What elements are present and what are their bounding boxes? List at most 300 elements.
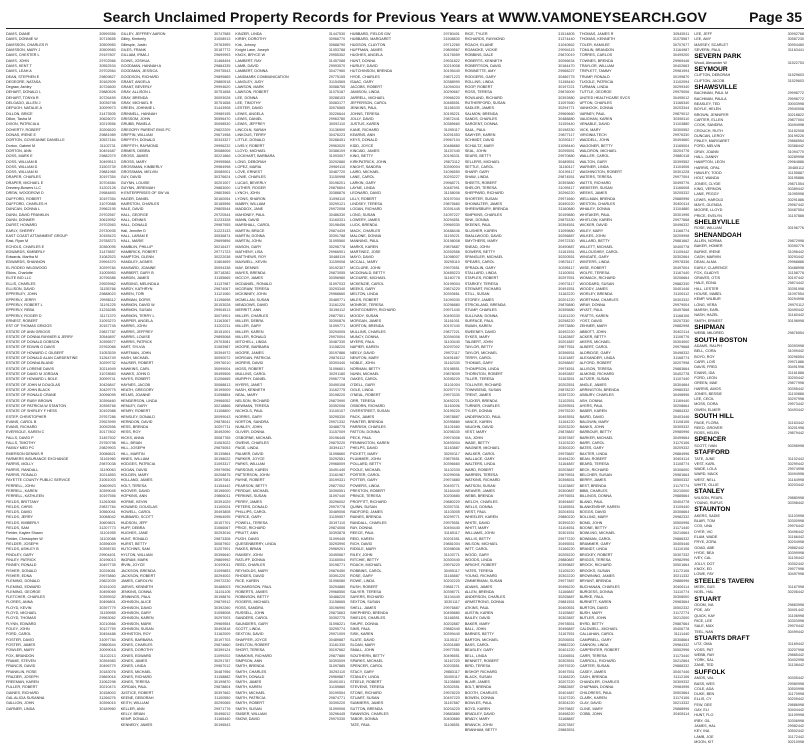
owner-name: GUY, DAVID <box>120 175 142 180</box>
owner-name: HUDSON, JEFF <box>120 520 148 525</box>
owner-name: BURKE, PAUL <box>579 595 604 600</box>
property-id: 29720544 <box>214 212 231 217</box>
owner-name: BLAIR, JAMES <box>464 680 490 685</box>
owner-name: ELITE BIO LLC <box>6 276 32 281</box>
owner-name: NEWTON, MARY <box>350 356 380 361</box>
property-id: 29975006 <box>672 90 690 95</box>
owner-name: NASH, HAZEL <box>694 313 719 318</box>
property-id: 30497004 <box>672 265 690 270</box>
owner-name: WAGNER, MICHAEL <box>464 446 500 451</box>
owner-name: AMOS, VAL <box>694 676 714 681</box>
property-id: 30395880 <box>558 308 575 313</box>
property-id: 30488119 <box>329 255 346 260</box>
property-id: 30302220 <box>558 573 575 578</box>
owner-name: EVANS, CAROL B <box>6 419 37 424</box>
owner-name: EVANS, IDA <box>694 370 715 375</box>
owner-name: BAILEY, DAVID <box>464 616 491 621</box>
owner-name: SWANSON, CHARLES <box>350 712 389 716</box>
owner-name: FALLS, TIMOTHY <box>6 441 36 446</box>
owner-name: BLANKENSHIP, KAREN <box>579 504 620 509</box>
property-id: 30210998 <box>787 739 804 744</box>
owner-name: HARTMAN, JOHN <box>120 350 151 355</box>
owner-name: BELCHER, SUSAN <box>579 472 612 477</box>
property-id: 30199009 <box>214 387 231 392</box>
property-id: 30393878 <box>328 531 346 536</box>
property-id: 29788373 <box>99 239 116 244</box>
owner-name: SOUTHERN, BETTY <box>350 653 385 658</box>
owner-name: HARDING, MELINDA A <box>120 281 160 286</box>
owner-name: WILLARD, BETTY <box>579 239 610 244</box>
owner-name: KING, VERNON <box>694 186 722 191</box>
owner-name: DAVIS, JOHN <box>6 58 29 63</box>
owner-name: Fielder, Kaylee Shawn <box>6 531 43 536</box>
property-id: 30305332 <box>672 425 690 430</box>
owner-name: RICE, LEE <box>694 618 713 623</box>
property-id: 31108106 <box>673 419 690 424</box>
owner-name: MOSS, DORA <box>694 402 718 407</box>
property-id: 31161330 <box>329 642 346 647</box>
property-id: 30306664 <box>672 510 690 515</box>
owner-name: PARKS, WILLIAM <box>235 462 265 467</box>
owner-name: MAYES, BRENDA <box>235 271 266 276</box>
property-id: 29994115 <box>558 47 575 52</box>
property-id: 30488446 <box>443 228 460 233</box>
property-id: 30488880 <box>558 117 575 121</box>
owner-name: BAKER, MARY <box>464 621 490 626</box>
property-id: 30495880 <box>443 611 460 616</box>
property-id: 29974551 <box>558 366 575 371</box>
property-id: 31101660 <box>443 425 460 430</box>
owner-name: GRANT, BEVERLY <box>120 85 152 90</box>
property-id: 30162509 <box>99 79 116 84</box>
owner-name: FOWLER, MARY <box>6 648 35 653</box>
owner-name: RAKES, BRIAN <box>235 547 262 552</box>
property-id: 31172106 <box>673 568 690 573</box>
property-id: 31165004 <box>673 143 690 148</box>
property-id: 30494998 <box>787 123 804 128</box>
owner-name: HERNDON, DAVID <box>120 419 153 424</box>
owner-name: ASH, DONNA <box>579 398 603 403</box>
property-id: 31152008 <box>787 128 804 133</box>
property-id: 30408114 <box>673 712 690 716</box>
property-id: 31161987 <box>329 472 346 477</box>
property-id: 30199870 <box>672 74 690 79</box>
property-id: 29771723 <box>214 249 231 254</box>
property-id: 29984996 <box>672 685 690 690</box>
owner-name: ADAMS, RALPH <box>694 344 722 349</box>
property-id: 30497551 <box>558 669 575 674</box>
property-id: 30088755 <box>328 85 346 90</box>
owner-name: WHITE, OLLIE <box>694 483 719 488</box>
owner-name: HAWKS, JOHN D <box>120 372 150 376</box>
property-id: 31163551 <box>558 377 575 382</box>
property-id: 30297551 <box>558 276 575 281</box>
owner-name: CLIFTON, JACOB <box>694 78 725 83</box>
property-id: 29970551 <box>443 265 460 270</box>
property-id: 29895068 <box>214 334 231 339</box>
owner-name: CROUCH, RUTH <box>694 128 723 133</box>
owner-name: HOPKINS, ANN <box>120 494 147 499</box>
owner-name: EPPERLEY, JOHN <box>6 292 38 297</box>
owner-name: BRAMMER, GARY <box>579 542 611 546</box>
owner-name: HURLEY, DAVID <box>350 63 378 68</box>
owner-name: ERNEST, ROBERT <box>6 318 38 323</box>
property-id: 30299006 <box>443 472 460 477</box>
owner-name: OGLE, LINDA <box>350 387 374 392</box>
property-id: 30151003 <box>99 584 116 589</box>
property-id: 31062298 <box>99 680 116 685</box>
property-id: 29888332 <box>672 664 690 669</box>
property-id: 30086621 <box>99 451 116 456</box>
owner-name: LOVE, ERNEST <box>235 170 263 175</box>
owner-name: HARRIS, JOHN <box>120 324 147 329</box>
owner-name: VEST, KARL <box>694 461 716 466</box>
owner-name: SANDS, CHARLES <box>464 117 498 121</box>
owner-name: KNOX, BRYCE W <box>235 53 266 58</box>
property-id: 29883880 <box>443 712 460 716</box>
property-id: 30288451 <box>328 138 346 143</box>
owner-name: SHELL, JAMES <box>350 605 377 610</box>
property-id: 29699993 <box>214 53 231 58</box>
owner-name: LAYNE, LINDA <box>350 186 375 191</box>
owner-name: MUNCY, DONNA <box>350 334 379 339</box>
owner-name: ALFORD, ROBERT <box>579 361 612 366</box>
property-id: 31121060 <box>214 292 231 297</box>
owner-name: LOGAN, RICHARD <box>350 207 382 212</box>
owner-name: SLOAN, MARY <box>350 642 376 647</box>
owner-name: LEE, DONNA <box>235 95 258 100</box>
property-id: 30393880 <box>558 180 575 185</box>
property-id: 30496442 <box>787 529 804 534</box>
property-id: 31163067 <box>214 318 231 323</box>
property-id: 29996232 <box>214 143 231 148</box>
property-id: 31162220 <box>558 292 575 297</box>
owner-name: JOHNSON, DAVID <box>120 605 152 610</box>
property-id: 29880998 <box>787 495 804 500</box>
property-id: 30390551 <box>328 488 346 493</box>
owner-name: LOWE, FAY <box>694 572 714 577</box>
owner-name: POOLE, MICHAEL <box>350 467 382 472</box>
property-id: 29875220 <box>328 441 346 446</box>
property-id: 30192307 <box>328 265 346 270</box>
property-id: 30404778 <box>672 499 690 504</box>
owner-name: ODOM, IVA <box>694 602 714 607</box>
owner-name: EPPERLY, REBA <box>6 308 35 313</box>
property-id: 31174106 <box>673 696 690 701</box>
property-id: 29880220 <box>558 515 575 520</box>
property-id: 29877998 <box>787 381 804 386</box>
owner-name: FOSTER, JAMES <box>6 642 36 647</box>
property-id: 31063022 <box>214 441 231 446</box>
owner-name: RICE, KAREN <box>235 579 259 584</box>
owner-name: FRANCIS, DAVID <box>6 664 36 669</box>
property-id: 29883000 <box>214 186 231 191</box>
owner-name: SAUNDERS, GARY <box>235 621 269 626</box>
property-id: 29877004 <box>787 117 804 122</box>
owner-name: JOLLY, DOT <box>694 561 715 566</box>
owner-name: SEVERN PARK <box>694 53 742 61</box>
owner-name: GALLION, JOHN <box>6 701 35 706</box>
owner-name: MEEKS, GARY <box>350 287 376 291</box>
property-id: 29969660 <box>558 111 575 116</box>
property-id: 30397331 <box>443 504 460 509</box>
owner-name: GRAY, ALLISON L <box>120 90 151 95</box>
owner-name: MARKS, KAREN <box>350 244 379 249</box>
owner-name: RUSSELL, JOHN <box>235 611 265 616</box>
property-id: 31097554 <box>787 292 804 297</box>
property-id: 30196112 <box>329 308 346 313</box>
property-id: 30398006 <box>443 547 460 552</box>
property-id: 30494440 <box>443 526 460 531</box>
property-id: 29966901 <box>328 249 346 254</box>
owner-name: PUGH, DAVID <box>235 536 260 541</box>
property-id: 31236285 <box>99 308 116 313</box>
property-id: 29983664 <box>672 600 690 605</box>
owner-name: BERRY, JAMES <box>579 478 607 483</box>
property-id: 30493771 <box>443 483 460 488</box>
property-id: 29984332 <box>672 642 690 647</box>
property-id: 31161001 <box>443 318 460 323</box>
owner-name: ARMSTRONG, DONNA <box>464 600 505 605</box>
property-id: 29881004 <box>443 542 460 546</box>
owner-name: NAPIER, KAREN <box>350 345 379 350</box>
owner-name: INGRAM, MARK <box>120 557 149 562</box>
owner-name: IVEY, CAL <box>694 556 712 561</box>
property-id: 30297711 <box>214 425 231 430</box>
property-id: 30486330 <box>328 212 346 217</box>
property-id: 30391029 <box>214 499 231 504</box>
owner-name: ROANOKE, VICKIE <box>464 47 498 52</box>
property-id: 30402998 <box>787 658 804 663</box>
property-id: 29870038 <box>99 462 116 467</box>
owner-name: MOORE, BARBARA <box>235 345 270 350</box>
property-id: 31170998 <box>787 692 804 697</box>
locality-heading <box>694 506 804 513</box>
owner-name: JACKSON, ROBERT <box>120 573 156 578</box>
owner-name: UNDERWOOD, PAUL <box>464 414 502 419</box>
owner-name: STRICKLAND, BRENDA <box>464 302 506 307</box>
property-id: 30497668 <box>672 308 690 313</box>
owner-name: STAFFORD <box>694 449 730 457</box>
property-id: 30487956 <box>214 669 231 674</box>
owner-name: ROBINSON, BETTY <box>235 595 270 600</box>
property-id: 30489006 <box>328 510 346 515</box>
owner-name: LINDSEY, TERESA <box>350 202 383 206</box>
property-id: 30074901 <box>214 313 231 318</box>
property-id: 29993570 <box>328 63 346 68</box>
owner-name: HAMPTON, LEON <box>694 160 725 165</box>
owner-name: SMITH, CHARLES <box>235 669 267 674</box>
owner-name: SHUPE, DONNA <box>350 621 379 626</box>
property-id: 31160778 <box>443 276 460 281</box>
property-id: 30747585 <box>214 32 231 36</box>
owner-name: FISHER, DONALD <box>6 568 37 573</box>
owner-name: FLETCHER, CHARLES <box>6 595 45 600</box>
owner-name: DUKE, BEN <box>694 692 715 697</box>
owner-name: ESTATE OF DONALD DOBSON <box>6 340 60 345</box>
property-id: 30395880 <box>443 419 460 424</box>
owner-name: SALE, MAX <box>694 624 714 629</box>
property-id: 30003998 <box>787 101 804 106</box>
property-id: 29883998 <box>787 602 804 607</box>
property-id: 30219556 <box>99 122 116 127</box>
property-id: 29976442 <box>787 524 804 529</box>
property-id: 31202211 <box>214 324 231 329</box>
owner-name: REED, CHARLES <box>235 563 266 568</box>
property-id: 30496779 <box>99 664 116 669</box>
property-id: 29876887 <box>443 244 460 249</box>
property-id: 30202551 <box>558 382 575 387</box>
owner-name: CARR, TERESA <box>579 653 607 658</box>
owner-name: CASEY, JAMES <box>579 669 606 674</box>
property-id: 30395117 <box>558 265 575 270</box>
owner-name: WHITT, MARY <box>464 526 489 531</box>
owner-name: ELLIS, CHARLES <box>6 281 36 286</box>
property-id: 29974880 <box>443 478 460 483</box>
property-id: 30297998 <box>787 397 804 402</box>
owner-name: MAXWELL, KEVIN <box>235 260 267 265</box>
property-id: 30211332 <box>673 573 690 578</box>
owner-name: PERRY, JAMES <box>235 499 262 504</box>
owner-name: NUNN, MICHAEL <box>350 372 380 376</box>
owner-name: HARMON, DAVID W <box>120 302 155 307</box>
owner-name: RICH, DAVID <box>350 542 373 546</box>
owner-name: YORK, SAL <box>694 658 714 663</box>
property-id: 31514805 <box>558 32 575 36</box>
owner-name: DILLON, BRICE <box>6 111 33 116</box>
owner-name: WINTERS, LINDA <box>579 260 610 265</box>
property-id: 30197886 <box>328 350 346 355</box>
property-id: 29881965 <box>99 170 116 175</box>
owner-name: PATTON, DONNA <box>350 430 380 435</box>
property-id: 30305442 <box>787 676 804 681</box>
owner-name: DOSS, WILLIAM M <box>6 170 38 175</box>
owner-name: ANGLE, JAMES <box>579 382 607 387</box>
property-id: 31202128 <box>99 186 116 191</box>
owner-name: ROBBINS, CAROL <box>350 568 382 573</box>
listing-column-2 <box>121 32 231 738</box>
owner-name: MAYS, GLENDA <box>694 202 722 207</box>
property-id: 30294771 <box>558 106 575 111</box>
owner-name: CLAY, DAVID <box>579 701 602 706</box>
owner-name: LILLY, ROBERT <box>350 196 377 201</box>
owner-name: PATTERSON, JOHN <box>235 472 270 477</box>
owner-name: HAIRSTON, CHARLES <box>120 202 160 206</box>
owner-name: MOORE, JAMES <box>235 350 264 355</box>
owner-name: FARRIS, MOLLY <box>6 462 34 467</box>
owner-name: SMYTHERS, MARY <box>464 239 498 244</box>
owner-name: JENKINS, DONNA <box>120 589 152 594</box>
owner-name: WILKES, JOHN <box>579 233 606 238</box>
owner-name: LEE, JEFF <box>694 32 713 36</box>
owner-name: WEEKS, JAMES <box>579 191 608 196</box>
owner-name: PAGE, FLORA <box>694 420 719 425</box>
property-id: 29964095 <box>214 515 231 520</box>
property-id: 30477960 <box>328 69 346 74</box>
property-id: 30302664 <box>672 255 690 260</box>
owner-name: LINCOLN, SARAH <box>235 127 267 132</box>
owner-name: ESTATE OF JOHN M DOUGLAS <box>6 382 61 387</box>
property-id: 30219008 <box>443 63 460 68</box>
property-id: 30197662 <box>328 648 346 653</box>
property-id: 31166774 <box>673 228 690 233</box>
property-id: 30205887 <box>558 595 575 600</box>
owner-name: ROACH, MICHAEL <box>350 563 382 568</box>
owner-name: FOLEY, JOHN <box>6 627 30 631</box>
owner-name: ROACH, ELAINE <box>464 42 494 47</box>
owner-name: LYNCH, JOHN <box>235 191 260 196</box>
property-id: 30487330 <box>328 340 346 345</box>
owner-name: KINCAID, JAMES <box>350 148 380 153</box>
property-id: 31102213 <box>99 653 116 658</box>
owner-name: WEBB, MILDRED <box>694 331 724 336</box>
owner-name: WRIGHT, ROBERT <box>464 563 497 568</box>
owner-name: KIDD, JOYCE <box>350 143 374 148</box>
owner-name: MILES, ROBERT <box>350 297 379 302</box>
owner-name: WHITE, DAVID <box>464 520 490 525</box>
property-id: 30153028 <box>214 302 231 307</box>
owner-name: HUFF, DEBRA <box>120 526 145 531</box>
owner-name: ROSS, TERESA <box>464 90 493 95</box>
property-id: 29873308 <box>214 536 231 541</box>
owner-name: ALLISON, TERESA <box>579 366 612 371</box>
owner-name: DUNCAN, DONNA L <box>6 207 41 212</box>
property-id: 31206665 <box>214 377 231 382</box>
property-id: 31075187 <box>328 90 346 95</box>
owner-name: MONTGOMERY, RICHARD <box>350 308 396 313</box>
property-id: 31096442 <box>787 249 804 254</box>
owner-name: ZANE, TED <box>694 663 714 668</box>
property-id: 30092110 <box>329 122 346 127</box>
owner-name: BILLINGS, DONNA <box>579 494 612 499</box>
property-id: 30376624 <box>214 175 231 180</box>
owner-name: ESTATE OF LORENE DAVIS <box>6 366 54 371</box>
property-id: 31170106 <box>673 441 690 446</box>
owner-name: DORTON, ANN <box>6 148 32 153</box>
owner-name: BURNETT, KAREN <box>579 600 612 605</box>
owner-name: RIDDLE, MARY <box>350 547 377 552</box>
property-id: 30300552 <box>672 127 690 132</box>
owner-name: BOOTH, CHARLES <box>464 690 498 695</box>
property-id: 29972230 <box>214 579 231 584</box>
owner-name: FOSTER, DAVID <box>6 637 34 642</box>
owner-name: O'DELL, GARY <box>350 382 376 387</box>
property-id: 30291886 <box>787 197 804 202</box>
property-id: 30476223 <box>328 132 346 137</box>
owner-name: DOHERTY, ROBERT <box>6 127 41 132</box>
owner-name: WARNER, LINDA <box>579 164 609 169</box>
property-id: 29885664 <box>672 494 690 499</box>
owner-name: FARRIS, RONALD <box>6 472 37 477</box>
property-id: 30199004 <box>443 281 460 286</box>
owner-name: DUNN, DAVID FRANKLIN <box>6 212 49 217</box>
property-id: 30401446 <box>672 287 690 291</box>
property-id: 31110106 <box>673 547 690 552</box>
owner-name: DAVIS, DONNIE W <box>6 37 38 42</box>
property-id: 31106551 <box>558 653 575 658</box>
property-id: 30626070 <box>99 117 116 121</box>
property-id: 29970880 <box>558 154 575 159</box>
owner-name: RADFORD, JAMES <box>350 510 383 515</box>
owner-name: WELLMAN, BRENDA <box>579 196 616 201</box>
owner-name: MANNING, PAUL <box>350 239 379 244</box>
property-id: 30298887 <box>558 361 575 366</box>
owner-name: HUFFMAN, JAMES <box>350 47 383 52</box>
owner-name: THORNTON, ROBERT <box>464 372 504 376</box>
property-id: 30396998 <box>787 443 804 448</box>
owner-name: HALE, EDNA <box>694 281 717 286</box>
owner-name: MEEK, GUS <box>694 584 715 589</box>
